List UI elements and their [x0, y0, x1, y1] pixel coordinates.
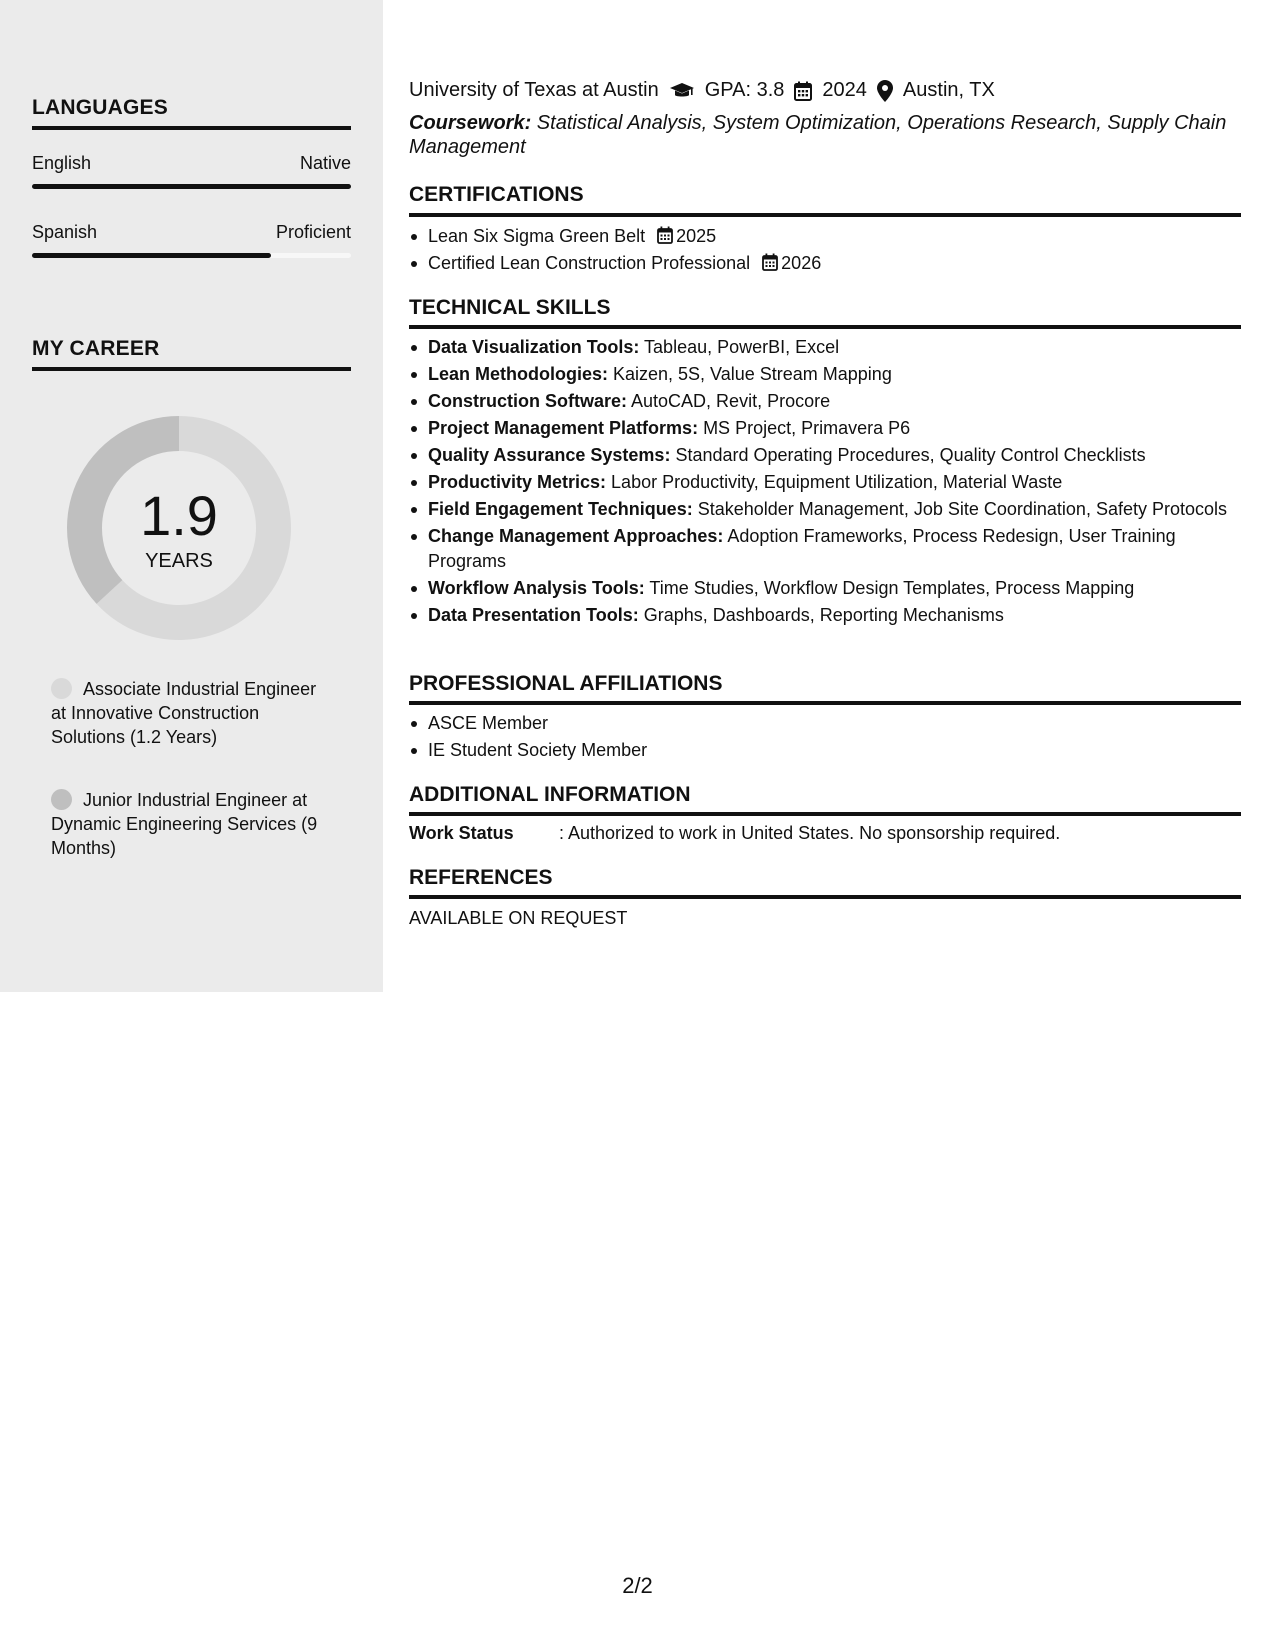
certifications-rule [409, 213, 1241, 217]
skill-item [409, 497, 1241, 522]
skill-label: Construction Software: [428, 391, 628, 411]
language-bar-english [32, 184, 351, 189]
coursework [409, 111, 1241, 159]
affiliations-rule [409, 701, 1241, 705]
language-bar-fill [32, 184, 351, 189]
career-legend-dot [51, 789, 72, 810]
language-bar-spanish [32, 253, 351, 258]
language-row-spanish [32, 222, 351, 243]
work-status-value: : Authorized to work in United States. No sponsorship required. [559, 823, 1061, 843]
skill-item [409, 443, 1241, 468]
skill-value: Adoption Frameworks, Process Redesign, User Training Programs [428, 526, 1176, 571]
certification-name: Certified Lean Construction Professional [428, 253, 751, 273]
skill-value: Stakeholder Management, Job Site Coordination, Safety Protocols [692, 499, 1228, 519]
certification-year: 2025 [676, 226, 717, 246]
skill-value: Standard Operating Procedures, Quality Control Checklists [670, 445, 1146, 465]
skill-label: Project Management Platforms: [428, 418, 699, 438]
graduation-year: 2024 [822, 79, 867, 101]
language-row-english [32, 153, 351, 174]
language-bar-fill [32, 253, 271, 258]
technical-skills-heading: TECHNICAL SKILLS [409, 296, 611, 319]
references-heading: REFERENCES [409, 866, 553, 889]
skill-value: Labor Productivity, Equipment Utilization, Material Waste [606, 472, 1063, 492]
skill-value: MS Project, Primavera P6 [698, 418, 911, 438]
skill-label: Data Visualization Tools: [428, 337, 640, 357]
language-level: Native [299, 153, 351, 173]
career-item-text: Junior Industrial Engineer at Dynamic Engineering Services (9 Months) [51, 790, 318, 858]
location: Austin, TX [902, 79, 995, 101]
career-item [51, 677, 331, 749]
career-item-text: Associate Industrial Engineer at Innovative Construction Solutions (1.2 Years) [51, 679, 317, 747]
career-total-years: 1.9 [140, 484, 218, 547]
language-name: English [32, 153, 92, 173]
skill-item [409, 576, 1241, 601]
skill-label: Quality Assurance Systems: [428, 445, 671, 465]
skill-label: Field Engagement Techniques: [428, 499, 693, 519]
skill-label: Workflow Analysis Tools: [428, 578, 645, 598]
skill-item [409, 470, 1241, 495]
skill-label: Productivity Metrics: [428, 472, 607, 492]
additional-info-rule [409, 812, 1241, 816]
skill-item [409, 603, 1241, 628]
coursework-label: Coursework: [409, 112, 532, 134]
career-heading: MY CAREER [32, 337, 160, 360]
skill-item [409, 362, 1241, 387]
skill-label: Lean Methodologies: [428, 364, 608, 384]
certifications-list [409, 224, 1241, 278]
skill-value: Graphs, Dashboards, Reporting Mechanisms [638, 605, 1004, 625]
skill-value: Tableau, PowerBI, Excel [639, 337, 840, 357]
skill-value: Kaizen, 5S, Value Stream Mapping [608, 364, 892, 384]
career-total-unit: YEARS [145, 550, 213, 572]
calendar-icon [657, 226, 673, 244]
skill-value: Time Studies, Workflow Design Templates, Process Mapping [644, 578, 1135, 598]
page-number: 2/2 [622, 1573, 653, 1598]
work-status-label: Work Status [409, 823, 514, 843]
certification-year: 2026 [781, 253, 822, 273]
school-name: University of Texas at Austin [409, 79, 659, 101]
skill-item [409, 389, 1241, 414]
career-rule [32, 367, 351, 371]
references-rule [409, 895, 1241, 899]
affiliation-item: ASCE Member [409, 711, 1241, 736]
affiliation-item: IE Student Society Member [409, 738, 1241, 763]
calendar-icon [794, 81, 812, 101]
certifications-heading: CERTIFICATIONS [409, 183, 584, 206]
skill-item [409, 416, 1241, 441]
skill-label: Data Presentation Tools: [428, 605, 639, 625]
skill-item [409, 524, 1241, 574]
language-name: Spanish [32, 222, 98, 242]
languages-rule [32, 126, 351, 130]
education-line [409, 79, 995, 102]
skill-value: AutoCAD, Revit, Procore [627, 391, 831, 411]
graduation-cap-icon [669, 82, 695, 100]
coursework-list: Statistical Analysis, System Optimization, Operations Research, Supply Chain Management [409, 112, 1227, 158]
certification-item [409, 251, 1241, 276]
additional-info-heading: ADDITIONAL INFORMATION [409, 783, 691, 806]
references-text: AVAILABLE ON REQUEST [409, 908, 628, 928]
skill-label: Change Management Approaches: [428, 526, 724, 546]
languages-heading: LANGUAGES [32, 96, 168, 119]
technical-skills-rule [409, 325, 1241, 329]
career-legend-dot [51, 678, 72, 699]
certification-item [409, 224, 1241, 249]
calendar-icon [762, 253, 778, 271]
career-item [51, 788, 331, 860]
certification-name: Lean Six Sigma Green Belt [428, 226, 646, 246]
language-level: Proficient [275, 222, 351, 242]
affiliations-heading: PROFESSIONAL AFFILIATIONS [409, 672, 723, 695]
work-status-row [409, 823, 1060, 844]
location-pin-icon [877, 80, 893, 102]
gpa: GPA: 3.8 [704, 79, 785, 101]
affiliations-list [409, 711, 1241, 765]
technical-skills-list [409, 335, 1241, 630]
skill-item [409, 335, 1241, 360]
